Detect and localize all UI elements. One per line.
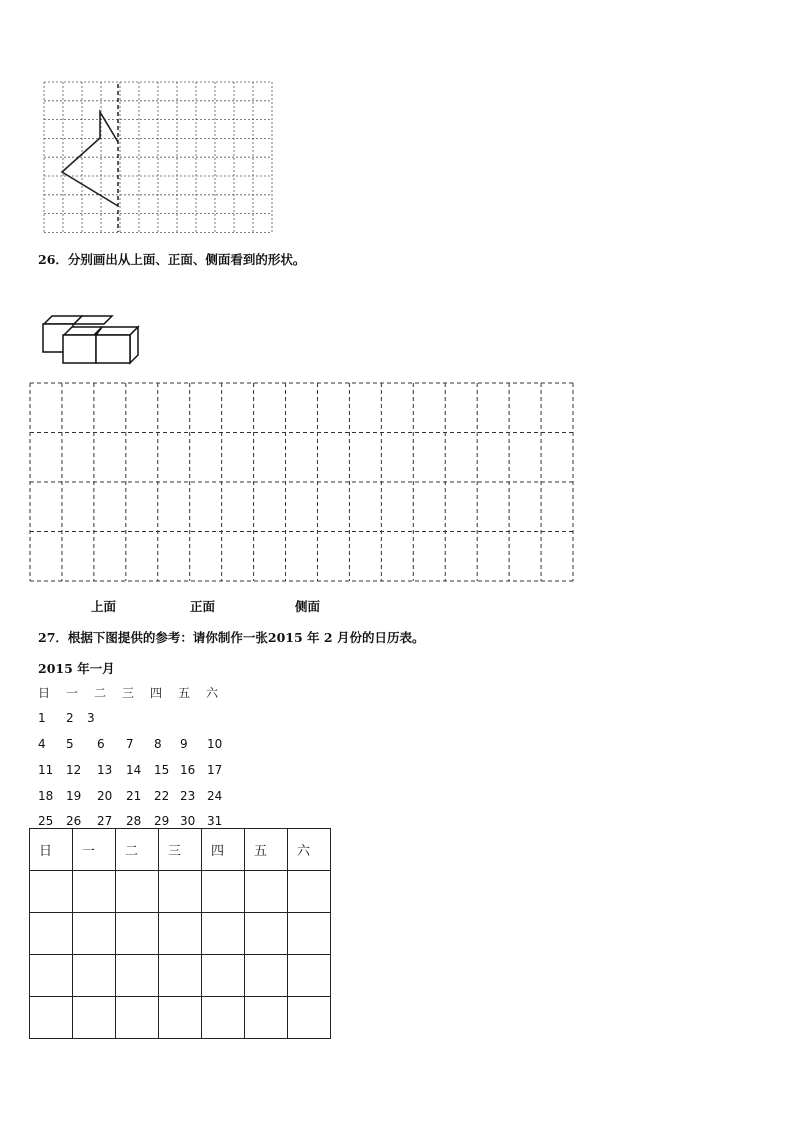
calendar-date-cell[interactable] bbox=[202, 997, 245, 1039]
question-26: 26．分别画出从上面、正面、侧面看到的形状。 bbox=[38, 252, 306, 267]
question-27: 27．根据下图提供的参考：请你制作一张2015 年 2 月份的日历表。 bbox=[38, 630, 425, 645]
calendar-weekday-cell: 日 bbox=[30, 829, 73, 871]
calendar-weekday-cell: 四 bbox=[202, 829, 245, 871]
label-side-view: 侧面 bbox=[295, 599, 321, 614]
calendar-weekday-cell: 二 bbox=[116, 829, 159, 871]
reference-date: 5 bbox=[66, 737, 74, 751]
reference-date: 23 bbox=[180, 789, 196, 803]
reference-date: 28 bbox=[126, 814, 142, 828]
reference-weekday: 三 bbox=[122, 686, 135, 700]
reference-date: 19 bbox=[66, 789, 82, 803]
calendar-date-cell[interactable] bbox=[202, 913, 245, 955]
calendar-date-cell[interactable] bbox=[288, 871, 331, 913]
calendar-date-cell[interactable] bbox=[116, 955, 159, 997]
reference-date: 20 bbox=[97, 789, 113, 803]
reference-date: 6 bbox=[97, 737, 105, 751]
reference-weekday: 六 bbox=[206, 686, 219, 700]
reference-date: 15 bbox=[154, 763, 170, 777]
reference-date: 30 bbox=[180, 814, 196, 828]
reference-date: 16 bbox=[180, 763, 196, 777]
calendar-date-cell[interactable] bbox=[30, 871, 73, 913]
reference-weekday: 日 bbox=[38, 686, 51, 700]
calendar-date-cell[interactable] bbox=[30, 955, 73, 997]
calendar-date-cell[interactable] bbox=[245, 997, 288, 1039]
calendar-date-cell[interactable] bbox=[245, 913, 288, 955]
reference-date: 21 bbox=[126, 789, 142, 803]
calendar-date-cell[interactable] bbox=[288, 997, 331, 1039]
reference-weekday: 二 bbox=[94, 686, 107, 700]
calendar-weekday-cell: 一 bbox=[73, 829, 116, 871]
calendar-date-cell[interactable] bbox=[73, 997, 116, 1039]
calendar-date-cell[interactable] bbox=[159, 913, 202, 955]
reference-date: 25 bbox=[38, 814, 54, 828]
reference-date: 24 bbox=[207, 789, 223, 803]
calendar-date-cell[interactable] bbox=[73, 871, 116, 913]
label-front-view: 正面 bbox=[190, 599, 216, 614]
blank-calendar-table bbox=[29, 828, 331, 1039]
calendar-weekday-cell: 三 bbox=[159, 829, 202, 871]
reference-date: 12 bbox=[66, 763, 82, 777]
calendar-date-cell[interactable] bbox=[159, 997, 202, 1039]
reference-date: 11 bbox=[38, 763, 54, 777]
calendar-date-cell[interactable] bbox=[288, 913, 331, 955]
reference-date: 26 bbox=[66, 814, 82, 828]
reference-date: 18 bbox=[38, 789, 54, 803]
reference-date: 14 bbox=[126, 763, 142, 777]
calendar-date-cell[interactable] bbox=[30, 997, 73, 1039]
calendar-date-cell[interactable] bbox=[245, 955, 288, 997]
reference-date: 22 bbox=[154, 789, 170, 803]
reference-date: 8 bbox=[154, 737, 162, 751]
reference-date: 27 bbox=[97, 814, 113, 828]
calendar-date-cell[interactable] bbox=[73, 955, 116, 997]
calendar-date-cell[interactable] bbox=[30, 913, 73, 955]
reference-date: 4 bbox=[38, 737, 46, 751]
reference-date: 10 bbox=[207, 737, 223, 751]
reference-date: 13 bbox=[97, 763, 113, 777]
calendar-date-cell[interactable] bbox=[288, 955, 331, 997]
reference-date: 9 bbox=[180, 737, 188, 751]
reference-weekday: 四 bbox=[150, 686, 163, 700]
calendar-header-row bbox=[30, 829, 331, 871]
reference-date: 2 bbox=[66, 711, 74, 725]
calendar-week-row bbox=[30, 913, 331, 955]
calendar-date-cell[interactable] bbox=[202, 955, 245, 997]
calendar-week-row bbox=[30, 871, 331, 913]
reference-date: 3 bbox=[87, 711, 95, 725]
reference-weekday: 五 bbox=[178, 686, 191, 700]
reference-date: 7 bbox=[126, 737, 134, 751]
reference-date: 1 bbox=[38, 711, 46, 725]
calendar-weekday-cell: 六 bbox=[288, 829, 331, 871]
label-top-view: 上面 bbox=[91, 599, 117, 614]
calendar-week-row bbox=[30, 955, 331, 997]
reference-date: 17 bbox=[207, 763, 223, 777]
calendar-date-cell[interactable] bbox=[245, 871, 288, 913]
reference-date: 29 bbox=[154, 814, 170, 828]
calendar-weekday-cell: 五 bbox=[245, 829, 288, 871]
reference-calendar-title: 2015 年一月 bbox=[38, 661, 115, 676]
calendar-date-cell[interactable] bbox=[202, 871, 245, 913]
calendar-date-cell[interactable] bbox=[73, 913, 116, 955]
reference-weekday: 一 bbox=[66, 686, 79, 700]
calendar-date-cell[interactable] bbox=[159, 955, 202, 997]
calendar-date-cell[interactable] bbox=[116, 913, 159, 955]
calendar-date-cell[interactable] bbox=[116, 997, 159, 1039]
calendar-date-cell[interactable] bbox=[159, 871, 202, 913]
calendar-date-cell[interactable] bbox=[116, 871, 159, 913]
calendar-week-row bbox=[30, 997, 331, 1039]
reference-date: 31 bbox=[207, 814, 223, 828]
